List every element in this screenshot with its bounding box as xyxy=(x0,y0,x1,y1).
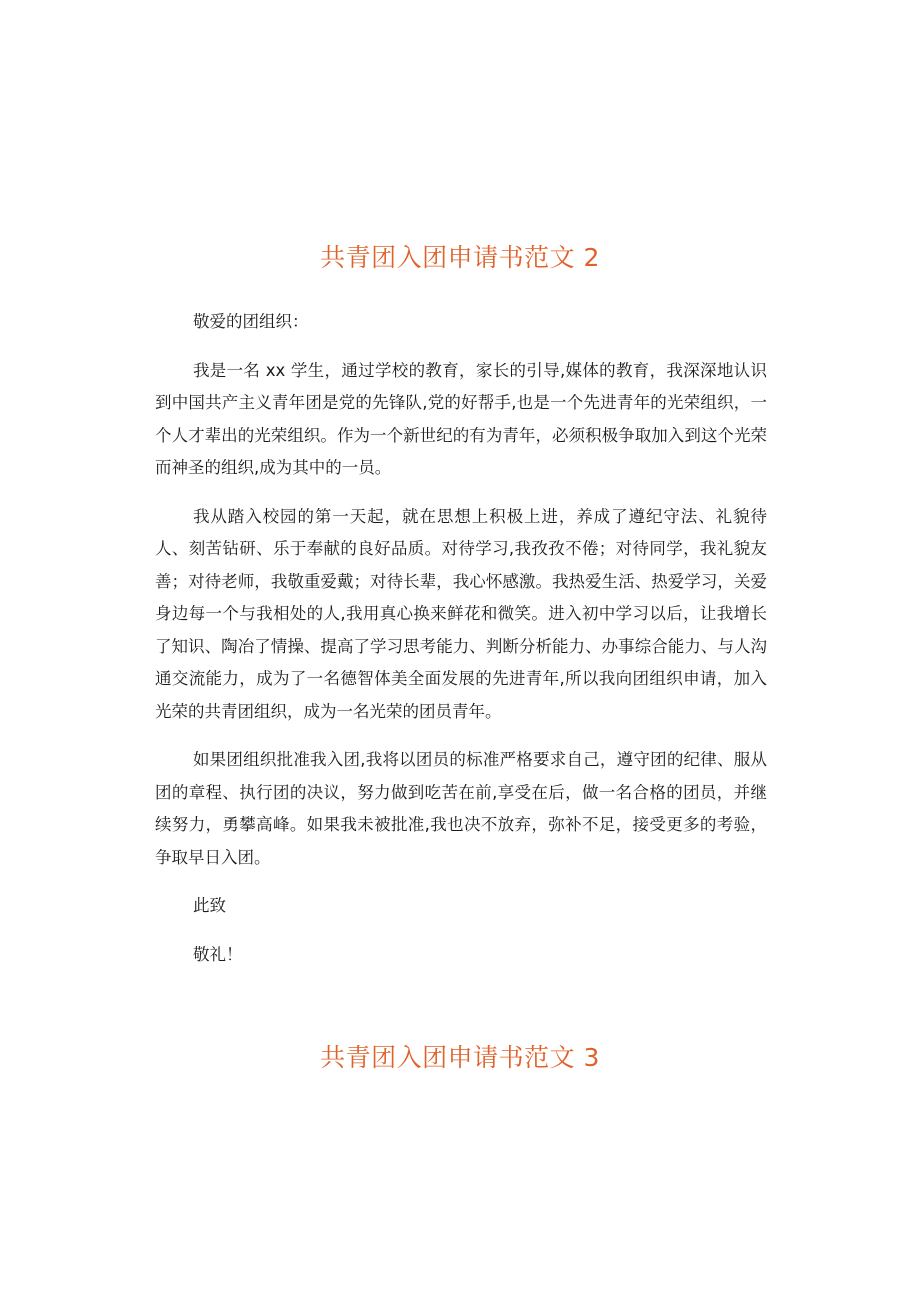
paragraph-1: 我是一名 xx 学生，通过学校的教育，家长的引导,媒体的教育，我深深地认识到中国共产主义青年团是党的先锋队,党的好帮手,也是一个先进青年的光荣组织，一个人才辈出的光荣组织。作为一个新世纪的有为青年，必须积极争取加入到这个光荣而神圣的组织,成为其中的一员。 xyxy=(155,360,767,477)
salutation: 敬爱的团组织： xyxy=(192,312,309,331)
closing-line-2: 敬礼！ xyxy=(192,944,243,964)
paragraph-2: 我从踏入校园的第一天起，就在思想上积极上进，养成了遵纪守法、礼貌待人、刻苦钻研、乐于奉献的良好品质。对待学习,我孜孜不倦；对待同学，我礼貌友善；对待老师，我敬重爱戴；对待长辈，我心怀感激。我热爱生活、热爱学习，关爱身边每一个与我相处的人,我用真心换来鲜花和微笑。进入初中学习以后，让我增长了知识、陶冶了情操、提高了学习思考能力、判断分析能力、办事综合能力、与人沟通交流能力，成为了一名德智体美全面发展的先进青年,所以我向团组织申请，加入光荣的共青团组织，成为一名光荣的团员青年。 xyxy=(155,506,767,721)
closing-line-1: 此致 xyxy=(192,896,226,915)
section-title-2: 共青团入团申请书范文 2 xyxy=(320,243,600,272)
section-title-3: 共青团入团申请书范文 3 xyxy=(320,1043,600,1072)
letter-body xyxy=(155,306,767,971)
paragraph-3: 如果团组织批准我入团,我将以团员的标准严格要求自己，遵守团的纪律、服从团的章程、执行团的决议，努力做到吃苦在前,享受在后，做一名合格的团员，并继续努力，勇攀高峰。如果我未被批准,我也决不放弃，弥补不足，接受更多的考验，争取早日入团。 xyxy=(155,750,767,867)
